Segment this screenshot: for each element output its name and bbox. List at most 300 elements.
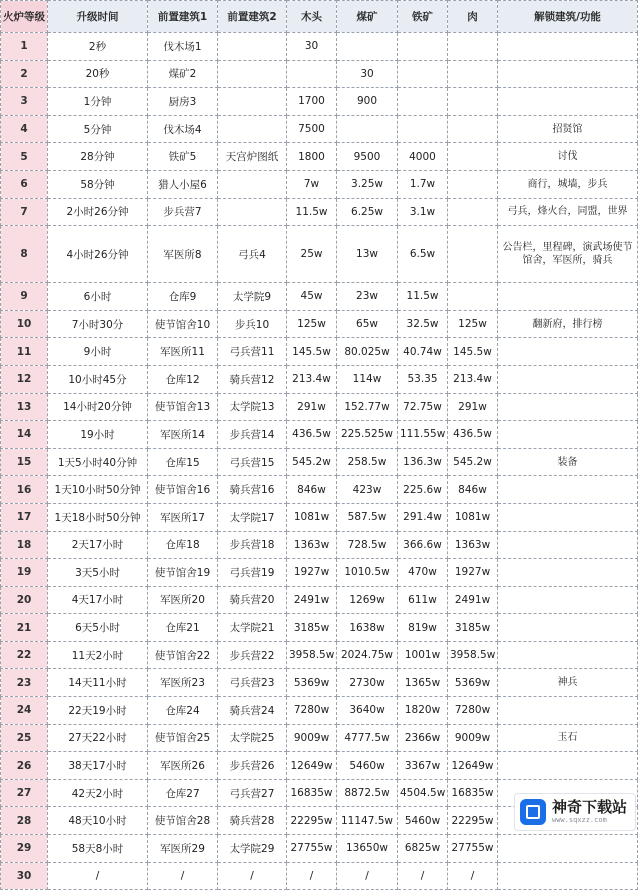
header-unlocks: 解锁建筑/功能 [498,1,638,33]
cell-coal: 65w [337,310,398,338]
cell-coal: 114w [337,365,398,393]
cell-iron: 3367w [398,752,448,780]
cell-level: 3 [1,88,48,116]
table-row [1,198,638,226]
cell-unlocks: 玉石 [498,724,638,752]
cell-iron [398,60,448,88]
cell-coal [337,33,398,61]
table-row [1,115,638,143]
cell-coal: 225.525w [337,421,398,449]
cell-prereq-building-1: 使节馆舍19 [148,559,218,587]
cell-upgrade-time: 6天5小时 [48,614,148,642]
table-row [1,476,638,504]
site-watermark-badge [514,793,636,831]
cell-coal: 1010.5w [337,559,398,587]
cell-unlocks [498,33,638,61]
cell-level: 7 [1,198,48,226]
table-row [1,669,638,697]
header-coal: 煤矿 [337,1,398,33]
cell-wood: 545.2w [287,448,337,476]
cell-coal: / [337,862,398,890]
table-row [1,531,638,559]
cell-unlocks [498,614,638,642]
cell-upgrade-time: 14天11小时 [48,669,148,697]
cell-iron: 40.74w [398,338,448,366]
cell-meat: 436.5w [448,421,498,449]
cell-prereq-building-1: 铁矿5 [148,143,218,171]
cell-level: 23 [1,669,48,697]
table-row [1,143,638,171]
cell-prereq-building-1: 军医所8 [148,226,218,283]
cell-prereq-building-2: 骑兵营28 [218,807,287,835]
cell-prereq-building-1: 仓库12 [148,365,218,393]
cell-upgrade-time: 22天19小时 [48,697,148,725]
table-row [1,365,638,393]
cell-prereq-building-2: 太学院17 [218,503,287,531]
cell-prereq-building-2: / [218,862,287,890]
cell-iron: 225.6w [398,476,448,504]
cell-level: 9 [1,283,48,311]
header-prereq-building-1: 前置建筑1 [148,1,218,33]
cell-prereq-building-2: 弓兵营15 [218,448,287,476]
cell-unlocks [498,476,638,504]
table-row [1,862,638,890]
cell-unlocks [498,88,638,116]
cell-iron: 1001w [398,641,448,669]
cell-prereq-building-1: 使节馆舍25 [148,724,218,752]
cell-prereq-building-2: 步兵营22 [218,641,287,669]
cell-wood: 2491w [287,586,337,614]
cell-wood: 30 [287,33,337,61]
cell-meat: 125w [448,310,498,338]
cell-wood: 45w [287,283,337,311]
cell-meat [448,88,498,116]
cell-upgrade-time: 20秒 [48,60,148,88]
cell-coal [337,115,398,143]
cell-coal: 30 [337,60,398,88]
cell-wood: 25w [287,226,337,283]
cell-meat [448,143,498,171]
cell-coal: 258.5w [337,448,398,476]
cell-iron: 366.6w [398,531,448,559]
cell-level: 24 [1,697,48,725]
cell-upgrade-time: 4小时26分钟 [48,226,148,283]
cell-unlocks: 招贤馆 [498,115,638,143]
table-row [1,33,638,61]
cell-level: 29 [1,835,48,863]
cell-meat [448,33,498,61]
cell-level: 21 [1,614,48,642]
cell-prereq-building-1: 军医所23 [148,669,218,697]
cell-coal: 8872.5w [337,779,398,807]
cell-wood: 145.5w [287,338,337,366]
cell-prereq-building-2: 弓兵营27 [218,779,287,807]
cell-meat: 213.4w [448,365,498,393]
cell-wood: 7w [287,170,337,198]
cell-wood: 1081w [287,503,337,531]
cell-prereq-building-2: 太学院25 [218,724,287,752]
cell-unlocks [498,338,638,366]
cell-upgrade-time: 28分钟 [48,143,148,171]
cell-prereq-building-2: 弓兵营19 [218,559,287,587]
table-row [1,586,638,614]
cell-prereq-building-2: 弓兵营23 [218,669,287,697]
cell-prereq-building-1: 军医所20 [148,586,218,614]
cell-prereq-building-1: 军医所29 [148,835,218,863]
cell-level: 26 [1,752,48,780]
cell-coal: 423w [337,476,398,504]
cell-wood: 12649w [287,752,337,780]
cell-wood: 7500 [287,115,337,143]
cell-wood: 846w [287,476,337,504]
table-row [1,88,638,116]
cell-iron: 5460w [398,807,448,835]
cell-unlocks: 商行，城墙，步兵 [498,170,638,198]
cell-wood: 1800 [287,143,337,171]
cell-prereq-building-1: 使节馆舍10 [148,310,218,338]
cell-meat: 22295w [448,807,498,835]
header-meat: 肉 [448,1,498,33]
cell-unlocks: 装备 [498,448,638,476]
cell-upgrade-time: 48天10小时 [48,807,148,835]
cell-meat: 3185w [448,614,498,642]
table-body [1,33,638,890]
cell-iron [398,88,448,116]
table-row [1,559,638,587]
cell-level: 12 [1,365,48,393]
cell-prereq-building-1: 使节馆舍16 [148,476,218,504]
cell-prereq-building-1: 仓库21 [148,614,218,642]
cell-prereq-building-2: 太学院21 [218,614,287,642]
cell-prereq-building-2: 步兵营26 [218,752,287,780]
cell-prereq-building-1: / [148,862,218,890]
cell-meat: 7280w [448,697,498,725]
cell-level: 22 [1,641,48,669]
cell-level: 11 [1,338,48,366]
cell-meat: 27755w [448,835,498,863]
cell-iron: 2366w [398,724,448,752]
cell-wood: 291w [287,393,337,421]
cell-prereq-building-1: 猎人小屋6 [148,170,218,198]
cell-coal: 80.025w [337,338,398,366]
cell-level: 20 [1,586,48,614]
cell-upgrade-time: 1天5小时40分钟 [48,448,148,476]
cell-unlocks [498,531,638,559]
table-row [1,641,638,669]
cell-prereq-building-1: 使节馆舍13 [148,393,218,421]
cell-upgrade-time: 2天17小时 [48,531,148,559]
cell-unlocks [498,641,638,669]
cell-unlocks [498,835,638,863]
cell-prereq-building-1: 军医所17 [148,503,218,531]
cell-upgrade-time: / [48,862,148,890]
cell-prereq-building-1: 仓库9 [148,283,218,311]
cell-coal: 5460w [337,752,398,780]
cell-wood: 22295w [287,807,337,835]
cell-level: 17 [1,503,48,531]
cell-upgrade-time: 9小时 [48,338,148,366]
cell-prereq-building-2: 太学院29 [218,835,287,863]
cell-wood: 11.5w [287,198,337,226]
table-row [1,226,638,283]
cell-prereq-building-1: 军医所26 [148,752,218,780]
cell-meat: 545.2w [448,448,498,476]
cell-meat: 16835w [448,779,498,807]
cell-coal: 152.77w [337,393,398,421]
cell-prereq-building-2: 太学院9 [218,283,287,311]
cell-iron: 4000 [398,143,448,171]
cell-level: 1 [1,33,48,61]
cell-iron: 291.4w [398,503,448,531]
cell-iron: / [398,862,448,890]
cell-prereq-building-2: 天宫炉图纸 [218,143,287,171]
cell-meat [448,283,498,311]
cell-coal: 23w [337,283,398,311]
cell-prereq-building-2: 骑兵营20 [218,586,287,614]
cell-upgrade-time: 6小时 [48,283,148,311]
cell-prereq-building-2: 弓兵4 [218,226,287,283]
table-row [1,752,638,780]
table-row [1,310,638,338]
cell-iron: 4504.5w [398,779,448,807]
cell-wood: 1700 [287,88,337,116]
table-row [1,170,638,198]
cell-coal: 3640w [337,697,398,725]
cell-iron [398,33,448,61]
cell-iron: 111.55w [398,421,448,449]
cell-wood: 436.5w [287,421,337,449]
cell-upgrade-time: 2秒 [48,33,148,61]
cell-prereq-building-1: 军医所11 [148,338,218,366]
cell-level: 10 [1,310,48,338]
cell-upgrade-time: 42天2小时 [48,779,148,807]
cell-meat: 2491w [448,586,498,614]
cell-unlocks [498,752,638,780]
cell-iron [398,115,448,143]
cell-iron: 32.5w [398,310,448,338]
cell-wood: 1363w [287,531,337,559]
cell-unlocks [498,559,638,587]
cell-upgrade-time: 4天17小时 [48,586,148,614]
cell-upgrade-time: 38天17小时 [48,752,148,780]
cell-coal: 9500 [337,143,398,171]
table-row [1,393,638,421]
cell-wood: 125w [287,310,337,338]
cell-iron: 470w [398,559,448,587]
cell-wood: 3185w [287,614,337,642]
cell-meat: 145.5w [448,338,498,366]
cell-level: 16 [1,476,48,504]
cell-meat: 291w [448,393,498,421]
cell-wood [287,60,337,88]
cell-unlocks: 公告栏，里程碑，演武场使节馆舍，军医所，骑兵 [498,226,638,283]
table-row [1,421,638,449]
table-row [1,724,638,752]
cell-unlocks [498,586,638,614]
cell-level: 28 [1,807,48,835]
cell-coal: 3.25w [337,170,398,198]
table-row [1,60,638,88]
cell-iron: 1365w [398,669,448,697]
cell-upgrade-time: 1分钟 [48,88,148,116]
watermark-title: 神奇下载站 [552,798,628,816]
watermark-url: www.sqxzz.com [552,816,607,824]
cell-upgrade-time: 14小时20分钟 [48,393,148,421]
header-prereq-building-2: 前置建筑2 [218,1,287,33]
cell-wood: / [287,862,337,890]
cell-upgrade-time: 10小时45分 [48,365,148,393]
cell-meat: 12649w [448,752,498,780]
cell-unlocks: 弓兵，烽火台，同盟，世界 [498,198,638,226]
cell-wood: 5369w [287,669,337,697]
cell-coal: 587.5w [337,503,398,531]
cell-wood: 1927w [287,559,337,587]
cell-unlocks: 讨伐 [498,143,638,171]
cell-upgrade-time: 3天5小时 [48,559,148,587]
table-row [1,338,638,366]
cell-iron: 136.3w [398,448,448,476]
cell-prereq-building-2 [218,88,287,116]
cell-upgrade-time: 1天18小时50分钟 [48,503,148,531]
cell-wood: 27755w [287,835,337,863]
cell-meat: 9009w [448,724,498,752]
cell-unlocks [498,862,638,890]
table-row [1,614,638,642]
cell-meat [448,60,498,88]
cell-meat: 1081w [448,503,498,531]
cell-level: 25 [1,724,48,752]
cell-wood: 7280w [287,697,337,725]
cell-prereq-building-2: 骑兵营12 [218,365,287,393]
cell-upgrade-time: 58天8小时 [48,835,148,863]
cell-iron: 1820w [398,697,448,725]
cell-iron: 819w [398,614,448,642]
table-row [1,448,638,476]
cell-meat: 5369w [448,669,498,697]
cell-prereq-building-2 [218,60,287,88]
cell-coal: 2024.75w [337,641,398,669]
cell-level: 8 [1,226,48,283]
cell-iron: 611w [398,586,448,614]
cell-level: 2 [1,60,48,88]
header-row [1,1,638,33]
cell-prereq-building-2: 骑兵营16 [218,476,287,504]
cell-iron: 11.5w [398,283,448,311]
cell-upgrade-time: 5分钟 [48,115,148,143]
cell-unlocks [498,503,638,531]
cell-iron: 6.5w [398,226,448,283]
cell-prereq-building-2: 骑兵营24 [218,697,287,725]
cell-meat [448,170,498,198]
cell-meat [448,115,498,143]
cell-coal: 6.25w [337,198,398,226]
cell-upgrade-time: 2小时26分钟 [48,198,148,226]
cell-prereq-building-2: 步兵营14 [218,421,287,449]
cell-upgrade-time: 11天2小时 [48,641,148,669]
cell-prereq-building-1: 伐木场1 [148,33,218,61]
cell-level: 19 [1,559,48,587]
header-level: 火炉等级 [1,1,48,33]
cell-upgrade-time: 7小时30分 [48,310,148,338]
cell-coal: 4777.5w [337,724,398,752]
cell-wood: 16835w [287,779,337,807]
cell-prereq-building-1: 煤矿2 [148,60,218,88]
cell-coal: 2730w [337,669,398,697]
cell-iron: 6825w [398,835,448,863]
cell-prereq-building-2 [218,33,287,61]
cell-coal: 900 [337,88,398,116]
cell-coal: 13650w [337,835,398,863]
cell-meat: / [448,862,498,890]
cell-meat [448,226,498,283]
cell-prereq-building-2: 弓兵营11 [218,338,287,366]
cell-prereq-building-2 [218,198,287,226]
header-iron: 铁矿 [398,1,448,33]
cell-prereq-building-1: 仓库15 [148,448,218,476]
cell-upgrade-time: 58分钟 [48,170,148,198]
cell-coal: 1269w [337,586,398,614]
cell-meat [448,198,498,226]
cell-unlocks: 翻新府，排行榜 [498,310,638,338]
cell-wood: 213.4w [287,365,337,393]
cell-meat: 1927w [448,559,498,587]
cell-prereq-building-2: 步兵营18 [218,531,287,559]
site-logo-icon [520,799,546,825]
cell-upgrade-time: 1天10小时50分钟 [48,476,148,504]
cell-wood: 9009w [287,724,337,752]
cell-unlocks [498,393,638,421]
cell-prereq-building-1: 仓库18 [148,531,218,559]
cell-prereq-building-2 [218,170,287,198]
cell-meat: 1363w [448,531,498,559]
cell-level: 4 [1,115,48,143]
cell-coal: 13w [337,226,398,283]
table-row [1,697,638,725]
cell-level: 27 [1,779,48,807]
cell-prereq-building-1: 使节馆舍28 [148,807,218,835]
cell-iron: 3.1w [398,198,448,226]
cell-prereq-building-1: 厨房3 [148,88,218,116]
cell-wood: 3958.5w [287,641,337,669]
cell-upgrade-time: 19小时 [48,421,148,449]
cell-prereq-building-2: 步兵10 [218,310,287,338]
cell-prereq-building-1: 伐木场4 [148,115,218,143]
cell-iron: 72.75w [398,393,448,421]
cell-meat: 846w [448,476,498,504]
cell-prereq-building-2 [218,115,287,143]
cell-prereq-building-1: 步兵营7 [148,198,218,226]
cell-level: 5 [1,143,48,171]
cell-level: 14 [1,421,48,449]
cell-prereq-building-2: 太学院13 [218,393,287,421]
cell-unlocks [498,283,638,311]
cell-coal: 728.5w [337,531,398,559]
cell-prereq-building-1: 军医所14 [148,421,218,449]
cell-level: 30 [1,862,48,890]
cell-coal: 11147.5w [337,807,398,835]
cell-level: 6 [1,170,48,198]
table-row [1,503,638,531]
cell-level: 13 [1,393,48,421]
cell-coal: 1638w [337,614,398,642]
header-wood: 木头 [287,1,337,33]
cell-upgrade-time: 27天22小时 [48,724,148,752]
cell-unlocks [498,365,638,393]
cell-unlocks [498,697,638,725]
cell-prereq-building-1: 使节馆舍22 [148,641,218,669]
cell-iron: 53.35 [398,365,448,393]
table-row [1,283,638,311]
